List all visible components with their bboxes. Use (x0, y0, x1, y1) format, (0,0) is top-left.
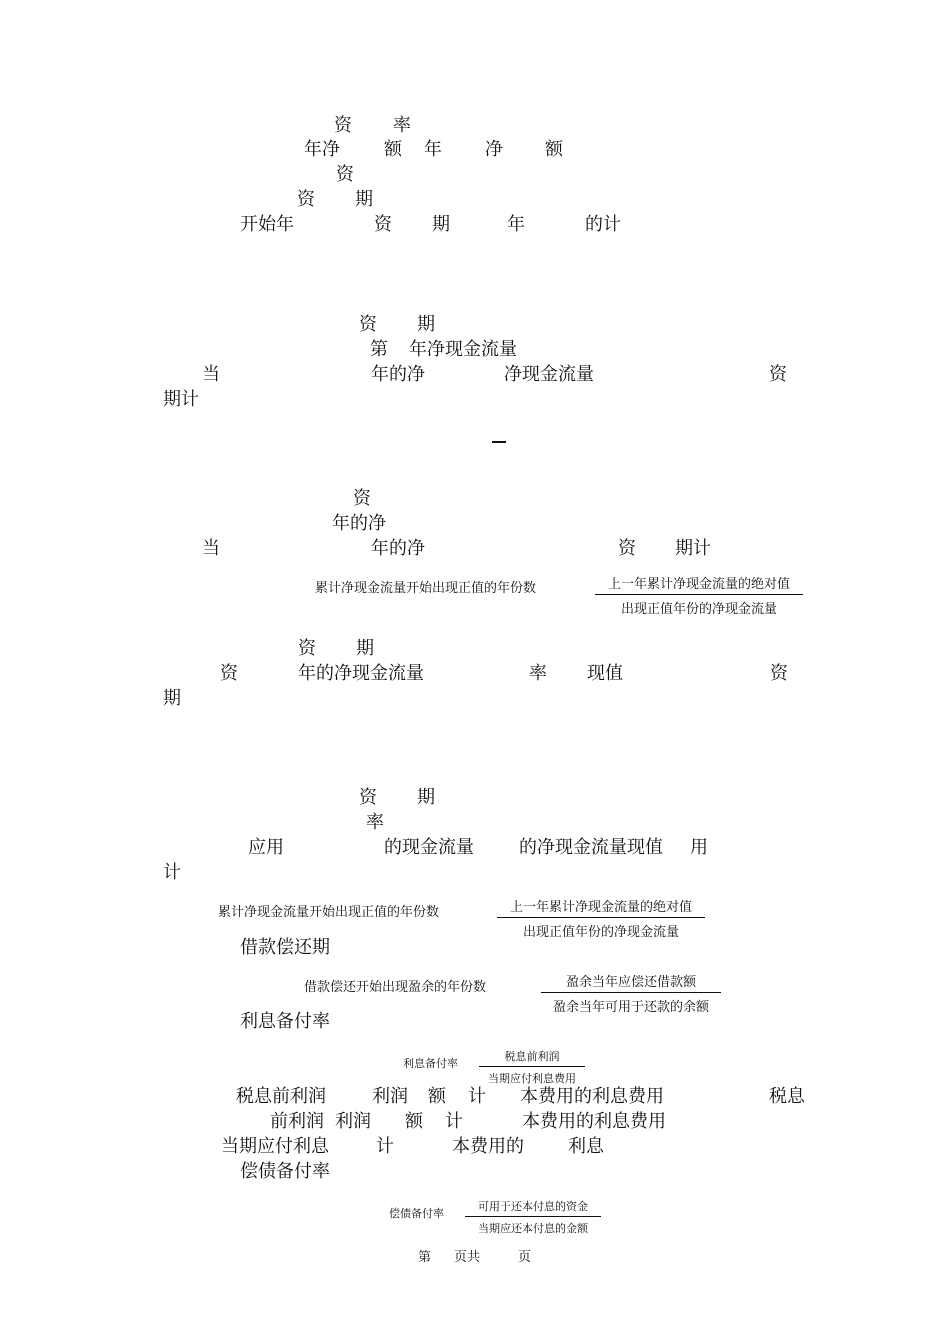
text-fragment: 计 (468, 1086, 486, 1107)
text-fragment: 本费用的利息费用 (522, 1111, 666, 1132)
text-fragment: 额 (545, 139, 563, 160)
text-fragment: 计 (445, 1111, 463, 1132)
text-fragment: 税息 (769, 1086, 805, 1107)
text-fragment: 资 (297, 189, 315, 210)
formula-fraction (540, 971, 722, 1015)
dash-mark (492, 441, 506, 443)
text-fragment: 开始年 (240, 214, 294, 235)
text-fragment: 年的净 (332, 513, 386, 534)
footer-page-label: 页 (518, 1250, 532, 1265)
formula-fraction (478, 1048, 586, 1086)
text-fragment: 资 (769, 364, 787, 385)
text-fragment: 期 (163, 688, 181, 709)
text-fragment: 资 (374, 214, 392, 235)
text-fragment: 利息 (568, 1136, 604, 1157)
text-fragment: 利润 (372, 1086, 408, 1107)
text-fragment: 当 (202, 364, 220, 385)
text-fragment: 期 (417, 314, 435, 335)
text-fragment: 资 (353, 488, 371, 509)
text-fragment: 的计 (585, 214, 621, 235)
text-fragment: 现值 (587, 663, 623, 684)
formula-denominator: 当期应还本付息的金额 (478, 1222, 588, 1235)
formula-numerator: 上一年累计净现金流量的绝对值 (497, 896, 705, 918)
text-fragment: 税息前利润 (236, 1086, 326, 1107)
text-fragment: 资 (298, 638, 316, 659)
formula-fraction (594, 573, 804, 617)
text-fragment: 年的净现金流量 (298, 663, 424, 684)
text-fragment: 净 (485, 139, 503, 160)
formula-numerator: 盈余当年应偿还借款额 (541, 971, 721, 993)
section-heading: 偿债备付率 (240, 1161, 330, 1182)
text-fragment: 期 (432, 214, 450, 235)
text-fragment: 年的净 (371, 364, 425, 385)
text-fragment: 前利润 (270, 1111, 324, 1132)
text-fragment: 应用 (248, 837, 284, 858)
text-fragment: 资 (359, 314, 377, 335)
text-fragment: 额 (384, 139, 402, 160)
text-fragment: 当期应付利息 (221, 1136, 329, 1157)
text-fragment: 资 (618, 538, 636, 559)
formula-numerator: 可用于还本付息的资金 (465, 1198, 601, 1217)
text-fragment: 第 (370, 339, 388, 360)
text-fragment: 期 (355, 189, 373, 210)
footer-page-label: 第 (418, 1250, 432, 1265)
text-fragment: 率 (366, 812, 384, 833)
formula-label: 利息备付率 (403, 1057, 458, 1070)
formula-numerator: 税息前利润 (479, 1048, 585, 1067)
formula-fraction (464, 1198, 602, 1236)
text-fragment: 期 (417, 787, 435, 808)
text-fragment: 用 (690, 837, 708, 858)
text-fragment: 年净 (304, 139, 340, 160)
text-fragment: 期 (356, 638, 374, 659)
text-fragment: 本费用的利息费用 (520, 1086, 664, 1107)
text-fragment: 资 (770, 663, 788, 684)
formula-fraction (496, 896, 706, 940)
formula-label: 借款偿还开始出现盈余的年份数 (304, 980, 487, 995)
text-fragment: 本费用的 (452, 1136, 524, 1157)
formula-label: 累计净现金流量开始出现正值的年份数 (315, 581, 537, 596)
text-fragment: 净现金流量 (504, 364, 594, 385)
text-fragment: 额 (428, 1086, 446, 1107)
text-fragment: 计 (163, 862, 181, 883)
text-fragment: 当 (202, 538, 220, 559)
text-fragment: 率 (529, 663, 547, 684)
text-fragment: 资 (359, 787, 377, 808)
formula-denominator: 出现正值年份的净现金流量 (522, 925, 679, 940)
text-fragment: 利润 (335, 1111, 371, 1132)
footer-page-label: 页共 (454, 1250, 481, 1265)
text-fragment: 资 (220, 663, 238, 684)
formula-denominator: 出现正值年份的净现金流量 (620, 602, 777, 617)
text-fragment: 年 (507, 214, 525, 235)
text-fragment: 资 (336, 164, 354, 185)
text-fragment: 期计 (163, 389, 199, 410)
text-fragment: 率 (393, 115, 411, 136)
text-fragment: 年净现金流量 (409, 339, 517, 360)
text-fragment: 年的净 (371, 538, 425, 559)
text-fragment: 的现金流量 (384, 837, 474, 858)
formula-label: 偿债备付率 (389, 1207, 444, 1220)
formula-denominator: 当期应付利息费用 (488, 1072, 576, 1085)
text-fragment: 期计 (675, 538, 711, 559)
text-fragment: 的净现金流量现值 (519, 837, 663, 858)
text-fragment: 年 (424, 139, 442, 160)
section-heading: 利息备付率 (240, 1011, 330, 1032)
section-heading: 借款偿还期 (240, 937, 330, 958)
text-fragment: 额 (405, 1111, 423, 1132)
formula-numerator: 上一年累计净现金流量的绝对值 (595, 573, 803, 595)
text-fragment: 计 (376, 1136, 394, 1157)
text-fragment: 资 (334, 115, 352, 136)
formula-denominator: 盈余当年可用于还款的余额 (552, 1000, 709, 1015)
formula-label: 累计净现金流量开始出现正值的年份数 (218, 905, 440, 920)
